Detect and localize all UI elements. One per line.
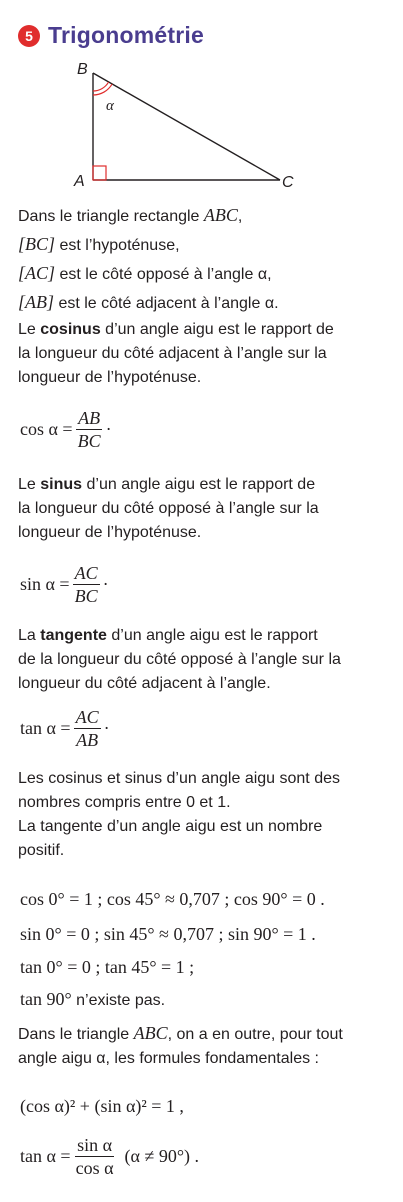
- cos-def-pre: Le: [18, 321, 41, 338]
- range-line-2: nombres compris entre 0 et 1.: [18, 794, 231, 811]
- right-triangle-diagram: [70, 58, 310, 194]
- tan-def-word: tangente: [40, 627, 107, 644]
- range-paragraph: [18, 767, 340, 863]
- tan90-text: n’existe pas.: [71, 992, 166, 1009]
- angle-alpha-label: α: [106, 98, 114, 114]
- sin-def-line-2: la longueur du côté opposé à l’angle sur la: [18, 500, 319, 517]
- intro-line-1: [18, 203, 279, 229]
- intro-paragraph: [18, 203, 279, 316]
- tan-quotient-fraction: [74, 1135, 116, 1178]
- segment-bc-text: est l’hypoténuse,: [59, 237, 180, 254]
- sinus-definition: [18, 473, 319, 545]
- sin-def-post: d’un angle aigu est le rapport de: [82, 476, 316, 493]
- cos-formula-lhs: cos α =: [20, 419, 73, 439]
- tan-fraction: [74, 707, 101, 750]
- segment-ac: [AC]: [18, 263, 56, 283]
- tangente-formula: [20, 707, 110, 750]
- angle-arc-outer: [93, 84, 112, 95]
- cos-def-post: d’un angle aigu est le rapport de: [100, 321, 334, 338]
- tan-def-pre: La: [18, 627, 41, 644]
- fund-line-2: angle aigu α, les formules fondamentales :: [18, 1050, 319, 1067]
- tan-def-post: d’un angle aigu est le rapport: [106, 627, 318, 644]
- tangente-definition: [18, 624, 341, 696]
- tan-values-line: tan 0° = 0 ; tan 45° = 1 ;: [20, 957, 195, 977]
- cosinus-formula: [20, 408, 112, 451]
- sin-denominator: BC: [74, 586, 98, 606]
- triangle-name: ABC: [203, 205, 238, 225]
- tan-formula-lhs: tan α =: [20, 718, 71, 738]
- tan90-line: [20, 989, 165, 1010]
- range-line-3: La tangente d’un angle aigu est un nombre: [18, 818, 323, 835]
- segment-ac-text: est le côté opposé à l’angle α,: [59, 266, 272, 283]
- tan-formula-end: ·: [103, 718, 110, 738]
- sin-def-pre: Le: [18, 476, 41, 493]
- tan-quotient-condition: (α ≠ 90°) .: [124, 1146, 200, 1166]
- sin-def-line-1: [18, 473, 319, 497]
- right-angle-mark: [93, 166, 106, 180]
- section-title: Trigonométrie: [48, 22, 204, 48]
- intro-line-bc: [18, 232, 279, 258]
- tan90-expression: tan 90°: [20, 989, 72, 1009]
- range-line-1: Les cosinus et sinus d’un angle aigu sont des: [18, 770, 340, 787]
- angle-arc-inner: [93, 82, 109, 91]
- range-line-4: positif.: [18, 842, 65, 859]
- sin-numerator: AC: [74, 563, 98, 583]
- tan-denominator: AB: [76, 730, 99, 750]
- tan-quotient-denominator: cos α: [75, 1158, 114, 1178]
- cos-def-line-1: [18, 318, 334, 342]
- cos-fraction: [76, 408, 103, 451]
- intro-line-ac: [18, 261, 279, 287]
- intro-line-ab: [18, 290, 279, 316]
- tan-def-line-2: de la longueur du côté opposé à l’angle sur la: [18, 651, 341, 668]
- fund-line-1: [18, 1021, 343, 1047]
- intro-comma: ,: [237, 208, 243, 225]
- sin-def-line-3: longueur de l’hypoténuse.: [18, 524, 202, 541]
- sin-values-line: sin 0° = 0 ; sin 45° ≈ 0,707 ; sin 90° = 1 .: [20, 924, 316, 944]
- cos-numerator: AB: [78, 408, 101, 428]
- vertex-c-label: C: [282, 174, 294, 191]
- sin-formula-end: ·: [102, 574, 109, 594]
- vertex-a-label: A: [74, 173, 85, 190]
- cos-formula-end: ·: [105, 419, 112, 439]
- tan-quotient-numerator: sin α: [77, 1135, 113, 1155]
- sin-fraction: [73, 563, 100, 606]
- fundamental-paragraph: [18, 1021, 343, 1071]
- fund-line-1-pre: Dans le triangle: [18, 1026, 134, 1043]
- segment-ab: [AB]: [18, 292, 54, 312]
- segment-ab-text: est le côté adjacent à l’angle α.: [58, 295, 279, 312]
- section-header: [18, 22, 204, 49]
- sin-def-word: sinus: [40, 476, 83, 493]
- tan-def-line-3: longueur du côté adjacent à l’angle.: [18, 675, 271, 692]
- cos-def-line-3: longueur de l’hypoténuse.: [18, 369, 202, 386]
- cos-def-word: cosinus: [40, 321, 101, 338]
- tan-quotient-lhs: tan α =: [20, 1146, 71, 1166]
- vertex-b-label: B: [77, 61, 88, 78]
- cos-denominator: BC: [77, 431, 101, 451]
- tan-numerator: AC: [75, 707, 99, 727]
- tan-def-line-1: [18, 624, 341, 648]
- side-bc: [93, 73, 280, 180]
- sin-formula-lhs: sin α =: [20, 574, 70, 594]
- tan-quotient-formula: [20, 1135, 199, 1178]
- section-number-badge: 5: [18, 25, 40, 47]
- cos-values-line: cos 0° = 1 ; cos 45° ≈ 0,707 ; cos 90° = 0 .: [20, 889, 325, 909]
- sinus-formula: [20, 563, 109, 606]
- cosinus-definition: [18, 318, 334, 390]
- pythagorean-identity: (cos α)² + (sin α)² = 1 ,: [20, 1096, 184, 1116]
- fund-line-1-post: , on a en outre, pour tout: [167, 1026, 343, 1043]
- cos-def-line-2: la longueur du côté adjacent à l’angle sur la: [18, 345, 327, 362]
- segment-bc: [BC]: [18, 234, 56, 254]
- fund-triangle-name: ABC: [133, 1023, 168, 1043]
- triangle-svg: [70, 58, 310, 194]
- intro-text: Dans le triangle rectangle: [18, 208, 204, 225]
